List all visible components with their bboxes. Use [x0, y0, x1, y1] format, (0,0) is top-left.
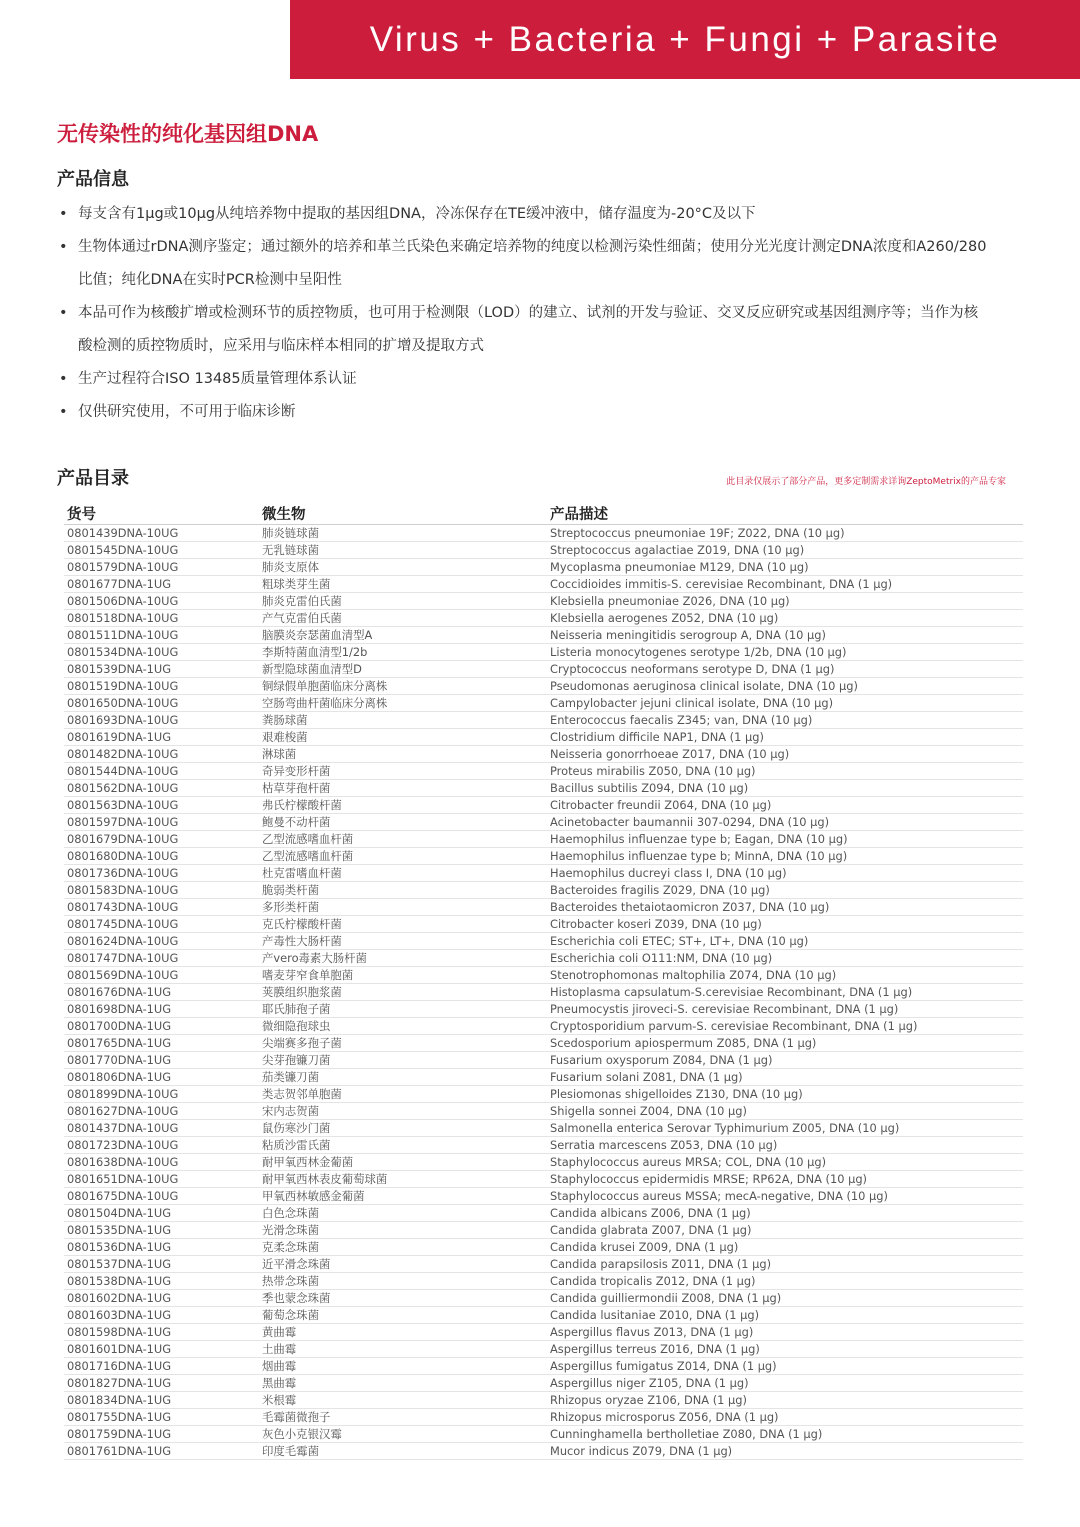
table-row: [64, 1290, 1023, 1307]
cell-organism: 枯草芽孢杆菌: [259, 780, 547, 797]
table-row: [64, 1188, 1023, 1205]
cell-organism: 黄曲霉: [259, 1324, 547, 1341]
cell-sku: 0801537DNA-1UG: [64, 1256, 259, 1273]
cell-organism: 脑膜炎奈瑟菌血清型A: [259, 627, 547, 644]
info-bullet-text: 生产过程符合ISO 13485质量管理体系认证: [78, 371, 357, 387]
table-row: [64, 1052, 1023, 1069]
bullet-dot-icon: •: [59, 239, 68, 255]
cell-organism: 粗球类芽生菌: [259, 576, 547, 593]
cell-sku: 0801650DNA-10UG: [64, 695, 259, 712]
cell-description: Escherichia coli O111:NM, DNA (10 µg): [547, 950, 1023, 967]
cell-sku: 0801504DNA-1UG: [64, 1205, 259, 1222]
table-row: [64, 610, 1023, 627]
cell-sku: 0801506DNA-10UG: [64, 593, 259, 610]
table-row: [64, 933, 1023, 950]
table-row: [64, 797, 1023, 814]
cell-description: Aspergillus fumigatus Z014, DNA (1 µg): [547, 1358, 1023, 1375]
cell-organism: 弗氏柠檬酸杆菌: [259, 797, 547, 814]
cell-description: Streptococcus agalactiae Z019, DNA (10 µg): [547, 542, 1023, 559]
bullet-dot-icon: •: [59, 206, 68, 222]
cell-organism: 甲氧西林敏感金葡菌: [259, 1188, 547, 1205]
table-row: [64, 1273, 1023, 1290]
cell-organism: 艰难梭菌: [259, 729, 547, 746]
table-row: [64, 916, 1023, 933]
cell-description: Mucor indicus Z079, DNA (1 µg): [547, 1443, 1023, 1460]
cell-organism: 烟曲霉: [259, 1358, 547, 1375]
cell-description: Clostridium difficile NAP1, DNA (1 µg): [547, 729, 1023, 746]
cell-description: Plesiomonas shigelloides Z130, DNA (10 µg): [547, 1086, 1023, 1103]
bullet-dot-icon: •: [59, 371, 68, 387]
cell-description: Cryptococcus neoformans serotype D, DNA (1 µg): [547, 661, 1023, 678]
cell-description: Klebsiella pneumoniae Z026, DNA (10 µg): [547, 593, 1023, 610]
table-row: [64, 1307, 1023, 1324]
cell-organism: 脆弱类杆菌: [259, 882, 547, 899]
cell-description: Enterococcus faecalis Z345; van, DNA (10 µg): [547, 712, 1023, 729]
cell-description: Candida parapsilosis Z011, DNA (1 µg): [547, 1256, 1023, 1273]
cell-organism: 灰色小克银汉霉: [259, 1426, 547, 1443]
cell-description: Stenotrophomonas maltophilia Z074, DNA (10 µg): [547, 967, 1023, 984]
table-row: [64, 1137, 1023, 1154]
cell-description: Rhizopus oryzae Z106, DNA (1 µg): [547, 1392, 1023, 1409]
cell-organism: 土曲霉: [259, 1341, 547, 1358]
cell-description: Citrobacter koseri Z039, DNA (10 µg): [547, 916, 1023, 933]
info-bullet-text: 生物体通过rDNA测序鉴定；通过额外的培养和革兰氏染色来确定培养物的纯度以检测污染性细菌；使用分光光度计测定DNA浓度和A260/280比值；纯化DNA在实时PCR检测中呈阳性: [78, 239, 987, 288]
cell-description: Histoplasma capsulatum-S.cerevisiae Recombinant, DNA (1 µg): [547, 984, 1023, 1001]
cell-sku: 0801765DNA-1UG: [64, 1035, 259, 1052]
cell-organism: 耐甲氧西林金葡菌: [259, 1154, 547, 1171]
cell-sku: 0801536DNA-1UG: [64, 1239, 259, 1256]
info-bullet-text: 本品可作为核酸扩增或检测环节的质控物质，也可用于检测限（LOD）的建立、试剂的开发与验证、交叉反应研究或基因组测序等；当作为核酸检测的质控物质时，应采用与临床样本相同的扩增及提取方式: [78, 305, 979, 354]
table-row: [64, 1392, 1023, 1409]
cell-organism: 印度毛霉菌: [259, 1443, 547, 1460]
table-header-row: [64, 503, 1023, 525]
cell-description: Shigella sonnei Z004, DNA (10 µg): [547, 1103, 1023, 1120]
cell-organism: 微细隐孢球虫: [259, 1018, 547, 1035]
info-bullet: [57, 363, 987, 396]
cell-sku: 0801716DNA-1UG: [64, 1358, 259, 1375]
cell-sku: 0801679DNA-10UG: [64, 831, 259, 848]
cell-organism: 季也蒙念珠菌: [259, 1290, 547, 1307]
product-info-list: [57, 198, 987, 429]
cell-description: Staphylococcus aureus MSSA; mecA-negative, DNA (10 µg): [547, 1188, 1023, 1205]
table-row: [64, 1324, 1023, 1341]
cell-sku: 0801723DNA-10UG: [64, 1137, 259, 1154]
cell-description: Pneumocystis jiroveci-S. cerevisiae Recombinant, DNA (1 µg): [547, 1001, 1023, 1018]
cell-description: Scedosporium apiospermum Z085, DNA (1 µg): [547, 1035, 1023, 1052]
table-row: [64, 1341, 1023, 1358]
cell-description: Candida glabrata Z007, DNA (1 µg): [547, 1222, 1023, 1239]
cell-description: Candida lusitaniae Z010, DNA (1 µg): [547, 1307, 1023, 1324]
cell-sku: 0801736DNA-10UG: [64, 865, 259, 882]
table-row: [64, 1035, 1023, 1052]
info-bullet: [57, 198, 987, 231]
cell-organism: 茄类镰刀菌: [259, 1069, 547, 1086]
info-bullet: [57, 231, 987, 297]
cell-organism: 粪肠球菌: [259, 712, 547, 729]
cell-organism: 奇异变形杆菌: [259, 763, 547, 780]
cell-sku: 0801755DNA-1UG: [64, 1409, 259, 1426]
cell-sku: 0801693DNA-10UG: [64, 712, 259, 729]
page-title: 无传染性的纯化基因组DNA: [57, 122, 319, 146]
cell-organism: 类志贺邻单胞菌: [259, 1086, 547, 1103]
cell-sku: 0801534DNA-10UG: [64, 644, 259, 661]
cell-sku: 0801482DNA-10UG: [64, 746, 259, 763]
cell-description: Haemophilus influenzae type b; Eagan, DNA (10 µg): [547, 831, 1023, 848]
cell-description: Salmonella enterica Serovar Typhimurium Z005, DNA (10 µg): [547, 1120, 1023, 1137]
cell-sku: 0801598DNA-1UG: [64, 1324, 259, 1341]
col-header-description: 产品描述: [547, 503, 1023, 525]
cell-description: Cunninghamella bertholletiae Z080, DNA (1 µg): [547, 1426, 1023, 1443]
cell-sku: 0801651DNA-10UG: [64, 1171, 259, 1188]
catalog-notice: 此目录仅展示了部分产品，更多定制需求详询ZeptoMetrix的产品专家: [726, 477, 1006, 487]
table-row: [64, 1256, 1023, 1273]
cell-description: Candida albicans Z006, DNA (1 µg): [547, 1205, 1023, 1222]
cell-description: Bacteroides thetaiotaomicron Z037, DNA (10 µg): [547, 899, 1023, 916]
cell-organism: 粘质沙雷氏菌: [259, 1137, 547, 1154]
cell-organism: 杜克雷嗜血杆菌: [259, 865, 547, 882]
cell-organism: 乙型流感嗜血杆菌: [259, 831, 547, 848]
cell-sku: 0801603DNA-1UG: [64, 1307, 259, 1324]
cell-organism: 耶氏肺孢子菌: [259, 1001, 547, 1018]
table-row: [64, 1154, 1023, 1171]
cell-organism: 肺炎链球菌: [259, 525, 547, 542]
cell-sku: 0801899DNA-10UG: [64, 1086, 259, 1103]
cell-sku: 0801700DNA-1UG: [64, 1018, 259, 1035]
cell-organism: 热带念珠菌: [259, 1273, 547, 1290]
table-row: [64, 576, 1023, 593]
cell-description: Escherichia coli ETEC; ST+, LT+, DNA (10 µg): [547, 933, 1023, 950]
cell-sku: 0801827DNA-1UG: [64, 1375, 259, 1392]
cell-description: Listeria monocytogenes serotype 1/2b, DNA (10 µg): [547, 644, 1023, 661]
cell-organism: 近平滑念珠菌: [259, 1256, 547, 1273]
cell-organism: 黑曲霉: [259, 1375, 547, 1392]
table-row: [64, 525, 1023, 542]
table-row: [64, 712, 1023, 729]
catalog-heading: 产品目录: [57, 468, 129, 489]
table-row: [64, 559, 1023, 576]
product-info-heading: 产品信息: [57, 169, 129, 190]
table-row: [64, 950, 1023, 967]
table-row: [64, 1239, 1023, 1256]
cell-description: Cryptosporidium parvum-S. cerevisiae Recombinant, DNA (1 µg): [547, 1018, 1023, 1035]
cell-organism: 葡萄念珠菌: [259, 1307, 547, 1324]
table-row: [64, 763, 1023, 780]
cell-sku: 0801597DNA-10UG: [64, 814, 259, 831]
cell-organism: 李斯特菌血清型1/2b: [259, 644, 547, 661]
cell-description: Candida krusei Z009, DNA (1 µg): [547, 1239, 1023, 1256]
cell-description: Streptococcus pneumoniae 19F; Z022, DNA (10 µg): [547, 525, 1023, 542]
cell-sku: 0801745DNA-10UG: [64, 916, 259, 933]
table-row: [64, 865, 1023, 882]
cell-description: Campylobacter jejuni clinical isolate, DNA (10 µg): [547, 695, 1023, 712]
cell-organism: 嗜麦芽窄食单胞菌: [259, 967, 547, 984]
cell-sku: 0801583DNA-10UG: [64, 882, 259, 899]
table-row: [64, 899, 1023, 916]
cell-description: Neisseria meningitidis serogroup A, DNA (10 µg): [547, 627, 1023, 644]
cell-description: Haemophilus influenzae type b; MinnA, DNA (10 µg): [547, 848, 1023, 865]
table-row: [64, 831, 1023, 848]
bullet-dot-icon: •: [59, 404, 68, 420]
cell-sku: 0801545DNA-10UG: [64, 542, 259, 559]
table-row: [64, 644, 1023, 661]
table-row: [64, 1205, 1023, 1222]
cell-organism: 空肠弯曲杆菌临床分离株: [259, 695, 547, 712]
cell-description: Aspergillus niger Z105, DNA (1 µg): [547, 1375, 1023, 1392]
cell-description: Neisseria gonorrhoeae Z017, DNA (10 µg): [547, 746, 1023, 763]
cell-description: Candida guilliermondii Z008, DNA (1 µg): [547, 1290, 1023, 1307]
table-row: [64, 1018, 1023, 1035]
table-row: [64, 1409, 1023, 1426]
table-row: [64, 1120, 1023, 1137]
info-bullet: [57, 396, 987, 429]
cell-description: Pseudomonas aeruginosa clinical isolate, DNA (10 µg): [547, 678, 1023, 695]
cell-organism: 耐甲氧西林表皮葡萄球菌: [259, 1171, 547, 1188]
table-row: [64, 780, 1023, 797]
cell-sku: 0801518DNA-10UG: [64, 610, 259, 627]
cell-sku: 0801834DNA-1UG: [64, 1392, 259, 1409]
cell-organism: 无乳链球菌: [259, 542, 547, 559]
cell-description: Mycoplasma pneumoniae M129, DNA (10 µg): [547, 559, 1023, 576]
cell-description: Proteus mirabilis Z050, DNA (10 µg): [547, 763, 1023, 780]
cell-description: Acinetobacter baumannii 307-0294, DNA (10 µg): [547, 814, 1023, 831]
table-row: [64, 848, 1023, 865]
cell-organism: 乙型流感嗜血杆菌: [259, 848, 547, 865]
catalog-table: [64, 503, 1023, 1460]
banner-title: Virus + Bacteria + Fungi + Parasite: [369, 19, 1001, 59]
cell-sku: 0801677DNA-1UG: [64, 576, 259, 593]
table-row: [64, 1086, 1023, 1103]
info-bullet-text: 每支含有1μg或10μg从纯培养物中提取的基因组DNA，冷冻保存在TE缓冲液中，储存温度为-20°C及以下: [78, 206, 756, 222]
cell-sku: 0801698DNA-1UG: [64, 1001, 259, 1018]
cell-organism: 米根霉: [259, 1392, 547, 1409]
cell-sku: 0801563DNA-10UG: [64, 797, 259, 814]
table-row: [64, 1443, 1023, 1460]
cell-organism: 宋内志贺菌: [259, 1103, 547, 1120]
cell-organism: 尖端赛多孢子菌: [259, 1035, 547, 1052]
cell-description: Staphylococcus epidermidis MRSE; RP62A, DNA (10 µg): [547, 1171, 1023, 1188]
cell-organism: 新型隐球菌血清型D: [259, 661, 547, 678]
info-bullet-text: 仅供研究使用，不可用于临床诊断: [78, 404, 296, 420]
cell-description: Aspergillus flavus Z013, DNA (1 µg): [547, 1324, 1023, 1341]
cell-organism: 产vero毒素大肠杆菌: [259, 950, 547, 967]
table-row: [64, 1358, 1023, 1375]
cell-organism: 肺炎克雷伯氏菌: [259, 593, 547, 610]
cell-sku: 0801759DNA-1UG: [64, 1426, 259, 1443]
cell-organism: 毛霉菌微孢子: [259, 1409, 547, 1426]
cell-description: Aspergillus terreus Z016, DNA (1 µg): [547, 1341, 1023, 1358]
cell-description: Bacteroides fragilis Z029, DNA (10 µg): [547, 882, 1023, 899]
cell-description: Fusarium solani Z081, DNA (1 µg): [547, 1069, 1023, 1086]
cell-organism: 荚膜组织胞浆菌: [259, 984, 547, 1001]
table-row: [64, 695, 1023, 712]
table-row: [64, 882, 1023, 899]
table-row: [64, 1426, 1023, 1443]
col-header-sku: 货号: [64, 503, 259, 525]
cell-sku: 0801511DNA-10UG: [64, 627, 259, 644]
cell-sku: 0801437DNA-10UG: [64, 1120, 259, 1137]
cell-sku: 0801562DNA-10UG: [64, 780, 259, 797]
table-row: [64, 627, 1023, 644]
table-row: [64, 1001, 1023, 1018]
cell-description: Bacillus subtilis Z094, DNA (10 µg): [547, 780, 1023, 797]
table-row: [64, 1069, 1023, 1086]
cell-organism: 白色念珠菌: [259, 1205, 547, 1222]
cell-organism: 淋球菌: [259, 746, 547, 763]
table-row: [64, 1103, 1023, 1120]
table-row: [64, 729, 1023, 746]
table-row: [64, 1171, 1023, 1188]
cell-organism: 鼠伤寒沙门菌: [259, 1120, 547, 1137]
cell-description: Staphylococcus aureus MRSA; COL, DNA (10 µg): [547, 1154, 1023, 1171]
catalog-body: [64, 525, 1023, 1460]
cell-sku: 0801627DNA-10UG: [64, 1103, 259, 1120]
table-row: [64, 746, 1023, 763]
cell-sku: 0801602DNA-1UG: [64, 1290, 259, 1307]
col-header-organism: 微生物: [259, 503, 547, 525]
cell-description: Citrobacter freundii Z064, DNA (10 µg): [547, 797, 1023, 814]
table-row: [64, 984, 1023, 1001]
cell-sku: 0801806DNA-1UG: [64, 1069, 259, 1086]
cell-organism: 铜绿假单胞菌临床分离株: [259, 678, 547, 695]
cell-sku: 0801747DNA-10UG: [64, 950, 259, 967]
cell-organism: 光滑念珠菌: [259, 1222, 547, 1239]
table-row: [64, 661, 1023, 678]
cell-organism: 多形类杆菌: [259, 899, 547, 916]
cell-organism: 产气克雷伯氏菌: [259, 610, 547, 627]
cell-sku: 0801519DNA-10UG: [64, 678, 259, 695]
cell-sku: 0801680DNA-10UG: [64, 848, 259, 865]
table-row: [64, 1222, 1023, 1239]
cell-sku: 0801619DNA-1UG: [64, 729, 259, 746]
cell-organism: 克柔念珠菌: [259, 1239, 547, 1256]
cell-sku: 0801761DNA-1UG: [64, 1443, 259, 1460]
cell-sku: 0801579DNA-10UG: [64, 559, 259, 576]
table-row: [64, 593, 1023, 610]
table-row: [64, 1375, 1023, 1392]
cell-description: Candida tropicalis Z012, DNA (1 µg): [547, 1273, 1023, 1290]
table-row: [64, 678, 1023, 695]
cell-sku: 0801770DNA-1UG: [64, 1052, 259, 1069]
cell-sku: 0801539DNA-1UG: [64, 661, 259, 678]
cell-sku: 0801624DNA-10UG: [64, 933, 259, 950]
cell-description: Rhizopus microsporus Z056, DNA (1 µg): [547, 1409, 1023, 1426]
table-row: [64, 814, 1023, 831]
cell-description: Serratia marcescens Z053, DNA (10 µg): [547, 1137, 1023, 1154]
bullet-dot-icon: •: [59, 305, 68, 321]
cell-sku: 0801569DNA-10UG: [64, 967, 259, 984]
table-row: [64, 967, 1023, 984]
cell-organism: 尖芽孢镰刀菌: [259, 1052, 547, 1069]
cell-sku: 0801676DNA-1UG: [64, 984, 259, 1001]
cell-sku: 0801675DNA-10UG: [64, 1188, 259, 1205]
info-bullet: [57, 297, 987, 363]
cell-sku: 0801638DNA-10UG: [64, 1154, 259, 1171]
cell-sku: 0801544DNA-10UG: [64, 763, 259, 780]
cell-organism: 鲍曼不动杆菌: [259, 814, 547, 831]
cell-description: Fusarium oxysporum Z084, DNA (1 µg): [547, 1052, 1023, 1069]
cell-sku: 0801601DNA-1UG: [64, 1341, 259, 1358]
cell-sku: 0801743DNA-10UG: [64, 899, 259, 916]
header-banner: [290, 0, 1080, 79]
cell-description: Coccidioides immitis-S. cerevisiae Recombinant, DNA (1 µg): [547, 576, 1023, 593]
cell-sku: 0801439DNA-10UG: [64, 525, 259, 542]
cell-sku: 0801538DNA-1UG: [64, 1273, 259, 1290]
cell-organism: 克氏柠檬酸杆菌: [259, 916, 547, 933]
cell-sku: 0801535DNA-1UG: [64, 1222, 259, 1239]
cell-organism: 肺炎支原体: [259, 559, 547, 576]
cell-description: Haemophilus ducreyi class I, DNA (10 µg): [547, 865, 1023, 882]
cell-description: Klebsiella aerogenes Z052, DNA (10 µg): [547, 610, 1023, 627]
cell-organism: 产毒性大肠杆菌: [259, 933, 547, 950]
table-row: [64, 542, 1023, 559]
